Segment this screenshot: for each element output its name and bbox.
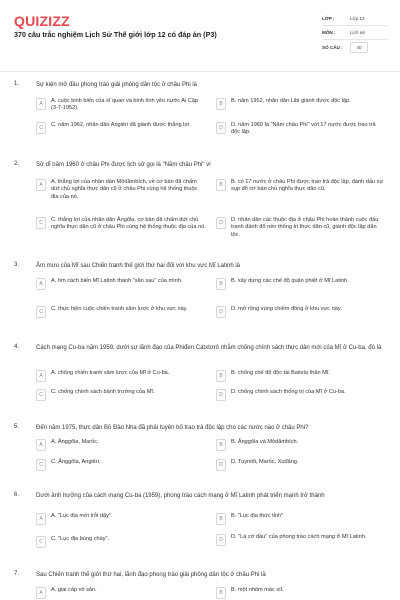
option-letter-box: A [36, 587, 46, 599]
option-a[interactable] [36, 587, 206, 599]
option-text: C. "Lục địa bùng cháy". [51, 536, 110, 542]
option-a[interactable] [36, 278, 206, 290]
question-number: 6. [14, 492, 20, 498]
question-text: Dưới ảnh hưởng của cách mạng Cu-ba (1959), phong trào cách mạng ở Mĩ Latinh phát triển mạnh trở thành [36, 493, 325, 499]
option-text: B. một nhóm mác xít. [231, 587, 284, 593]
option-letter-box: A [36, 439, 46, 451]
option-text: A. chống chiến tranh xâm lược của Mĩ ở Cu-ba. [51, 370, 170, 376]
worksheet-header [0, 0, 400, 72]
option-b[interactable] [216, 98, 386, 110]
question-text: Cách mạng Cu-ba năm 1959, dưới sự lãnh đạo của Phiđen Cátxtơrô nhằm chống chính sách thực dân mới của Mĩ ở Cu-ba, đó là [36, 345, 382, 351]
option-text: B. có 17 nước ở châu Phi được trao trả độc lập, đánh dấu sự sụp đổ cơ bản chủ nghĩa thực dân cũ. [231, 179, 384, 193]
option-text: B. xây dựng các chế độ quân phiệt ở Mĩ Latinh. [231, 278, 349, 284]
meta-key: SỐ CÂU : [322, 44, 343, 50]
option-c[interactable] [36, 536, 206, 548]
question-text: Sau Chiến tranh thế giới thứ hai, lãnh đạo phong trào giải phóng dân tộc ở châu Phi là [36, 572, 266, 578]
question-count-box: 40 [350, 42, 368, 53]
meta-value [348, 42, 388, 53]
option-text: D. nhân dân các thuộc địa ở châu Phi hoàn thành cuộc đấu tranh đánh đổ nền thống trị thực dân cũ, giành độc lập dân tộc. [231, 217, 379, 238]
option-letter-box: B [216, 439, 226, 451]
question-text: Sở dĩ năm 1960 ở châu Phi được lịch sử gọi là "Năm châu Phi" vì [36, 162, 211, 168]
option-letter-box: D [216, 389, 226, 401]
option-text: C. năm 1962, nhân dân Angiêri đã giành được thắng lợi. [51, 122, 191, 128]
meta-value: Lớp 12 [350, 16, 365, 21]
meta-key: MÔN : [322, 30, 336, 35]
meta-row-count [322, 40, 388, 54]
option-letter-box: A [36, 513, 46, 525]
option-c[interactable] [36, 122, 206, 134]
question-number: 2. [14, 161, 20, 167]
option-letter-box: D [216, 534, 226, 546]
option-b[interactable] [216, 179, 386, 194]
option-letter-box: A [36, 370, 46, 382]
option-b[interactable] [216, 587, 386, 599]
option-c[interactable] [36, 389, 206, 401]
question-number: 4. [14, 344, 20, 350]
option-letter-box: C [36, 217, 46, 229]
option-text: A. giai cấp vô sản. [51, 587, 97, 593]
option-c[interactable] [36, 459, 206, 471]
meta-value: Lịch sử [350, 30, 366, 35]
option-a[interactable] [36, 98, 206, 113]
header-divider [0, 71, 400, 72]
worksheet-title: 370 câu trắc nghiệm Lịch Sử Thế giới lớp 12 có đáp án (P3) [14, 30, 217, 39]
option-letter-box: B [216, 513, 226, 525]
option-letter-box: A [36, 278, 46, 290]
option-d[interactable] [216, 217, 386, 239]
option-letter-box: B [216, 370, 226, 382]
option-text: A. Ănggôla, Marốc. [51, 439, 99, 445]
option-text: D. Tuyniđi, Marốc, Xuđăng. [231, 459, 299, 465]
option-text: B. năm 1952, nhân dân Libi giành được độc lập. [231, 98, 351, 104]
option-b[interactable] [216, 513, 386, 525]
option-text: C. thắng lợi của nhân dân Ăngôla, cơ bản đã chấm dứt chủ nghĩa thực dân cũ ở châu Phi cùng hệ thống thuộc địa của nó. [51, 217, 206, 231]
option-letter-box: D [216, 122, 226, 134]
question-number: 5. [14, 424, 20, 430]
option-letter-box: B [216, 179, 226, 191]
option-letter-box: B [216, 587, 226, 599]
option-text: A. cuộc binh biến của sĩ quan và binh lính yêu nước Ai Cập (3-7-1952). [51, 98, 199, 112]
option-letter-box: A [36, 179, 46, 191]
option-a[interactable] [36, 513, 206, 525]
option-b[interactable] [216, 439, 386, 451]
option-letter-box: B [216, 98, 226, 110]
option-text: C. thực hiện cuộc chiến tranh xâm lược ở khu vực này. [51, 306, 188, 312]
option-c[interactable] [36, 217, 206, 232]
option-text: D. chống chính sách thống trị của Mĩ ở Cu-ba. [231, 389, 346, 395]
option-letter-box: B [216, 278, 226, 290]
option-d[interactable] [216, 534, 386, 546]
option-letter-box: C [36, 536, 46, 548]
option-text: C. Ănggôla, Angiêri. [51, 459, 101, 465]
option-letter-box: C [36, 389, 46, 401]
question-text: Đến năm 1975, thực dân Bồ Đào Nha đã phải tuyên bố trao trả độc lập cho các nước nào ở châu Phi? [36, 425, 309, 431]
option-a[interactable] [36, 179, 206, 201]
option-text: B. "Lục địa thức tỉnh" [231, 513, 284, 519]
option-letter-box: D [216, 217, 226, 229]
question-number: 3. [14, 262, 20, 268]
option-b[interactable] [216, 370, 386, 382]
option-letter-box: C [36, 122, 46, 134]
option-text: B. chống chế độ độc tài Batixta thân Mĩ. [231, 370, 330, 376]
option-a[interactable] [36, 370, 206, 382]
question-text: Sự kiện mở đầu phong trào giải phóng dân tộc ở châu Phi là [36, 82, 197, 88]
option-letter-box: C [36, 459, 46, 471]
option-letter-box: D [216, 459, 226, 471]
option-b[interactable] [216, 278, 386, 290]
option-text: D. "Lá cờ đầu" của phong trào cách mạng ở Mĩ Latinh. [231, 534, 367, 540]
option-text: D. mở rộng vùng chiếm đóng ở khu vực này. [231, 306, 342, 312]
meta-key: LỚP : [322, 16, 335, 21]
option-text: C. chống chính sách bành trướng của Mĩ. [51, 389, 155, 395]
option-d[interactable] [216, 306, 386, 318]
option-letter-box: C [36, 306, 46, 318]
question-number: 7. [14, 571, 20, 577]
option-letter-box: D [216, 306, 226, 318]
option-text: A. thắng lợi của nhân dân Môdămbích, về cơ bản đã chấm dứt chủ nghĩa thực dân cũ ở châu Phi cùng hệ thống thuộc địa của nó. [51, 179, 198, 200]
worksheet-meta [322, 12, 388, 54]
quizizz-logo: QUIZIZZ [14, 13, 70, 29]
option-text: A. tìm cách biến Mĩ Latinh thành "sân sau" của mình. [51, 278, 183, 284]
option-d[interactable] [216, 122, 386, 137]
option-c[interactable] [36, 306, 206, 318]
option-d[interactable] [216, 389, 386, 401]
option-text: B. Ănggôla và Môdămbích. [231, 439, 299, 445]
option-text: D. năm 1960 là "Năm châu Phi" với 17 nước được trao trả độc lập. [231, 122, 376, 136]
option-a[interactable] [36, 439, 206, 451]
question-number: 1. [14, 81, 20, 87]
meta-row-subject [322, 26, 388, 40]
option-d[interactable] [216, 459, 386, 471]
option-text: A. "Lục địa mới trỗi dậy". [51, 513, 113, 519]
meta-row-class [322, 12, 388, 26]
question-text: Âm mưu của Mĩ sau Chiến tranh thế giới thứ hai đối với khu vực Mĩ Latinh là [36, 263, 241, 269]
option-letter-box: A [36, 98, 46, 110]
